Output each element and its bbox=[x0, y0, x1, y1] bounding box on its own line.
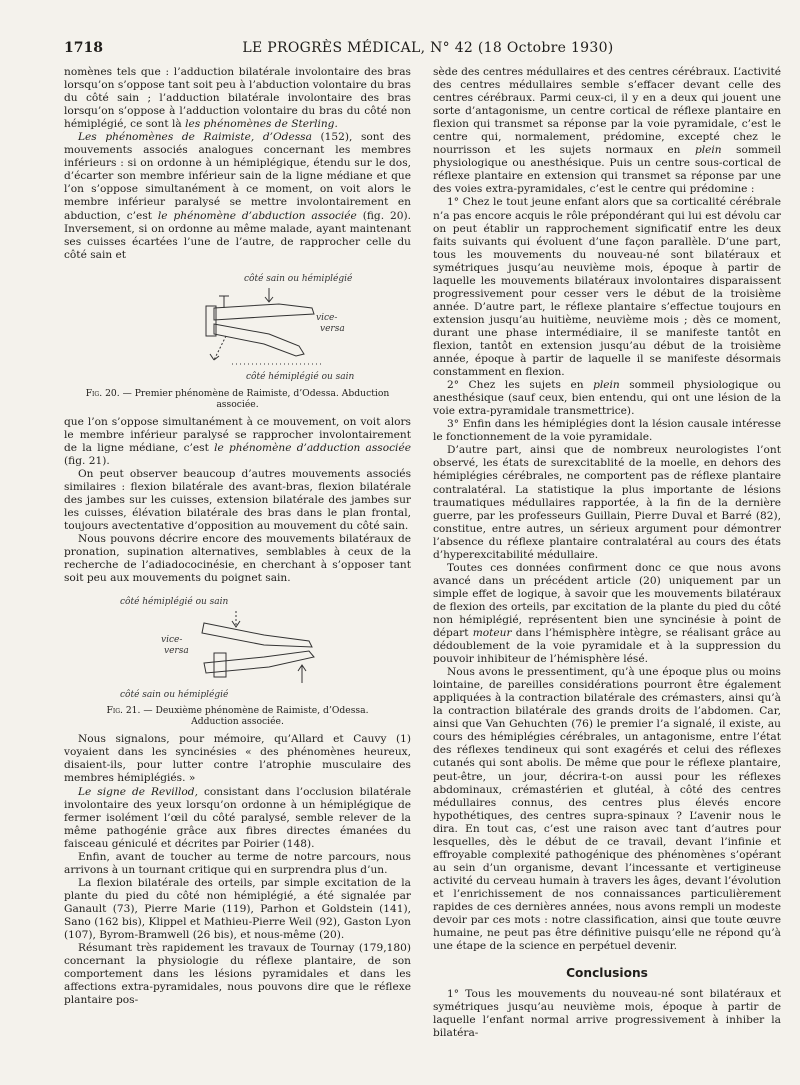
figure-20-bottom-label: côté hémiplégié ou sain bbox=[246, 371, 355, 382]
figure-20-top-label: côté sain ou hémiplégié bbox=[244, 273, 353, 284]
section-heading: Conclusions bbox=[566, 966, 648, 981]
paragraph: Les phénomènes de Raimiste, d’Odessa (152), sont des mouvements associés analogues concernant les membres inférieurs : si on ordonne à un hémiplégique, étendu sur le dos, d’écarter son membre inférieur sain de la ligne médiane et que l’on s’oppose simultanément à ce moment, on voit alors le membre inférieur paralysé se mettre involontairement en abduction, c’est le phénomène d’abduction associée (fig. 20). Inversement, si on ordonne au même malade, ayant maintenant ses cuisses écartées l’une de l’autre, de rapprocher celle du côté sain et bbox=[64, 131, 411, 261]
figure-20-side-label-1: vice- bbox=[316, 312, 338, 323]
figure-20-caption: Fig. 20. — Premier phénomène de Raimiste, d’Odessa. Abduction associée. bbox=[85, 387, 390, 410]
paragraph: On peut observer beaucoup d’autres mouvements associés similaires : flexion bilatérale des avant-bras, flexion bilatérale des jambes sur les cuisses, extension bilatérale des jambes sur les cuisses, élévation bilatérale des bras dans le plan frontal, toujours avectentative d’opposition au mouvement du côté sain. bbox=[64, 467, 411, 533]
figure-20-drawing bbox=[64, 268, 411, 386]
figure-21-top-label: côté hémiplégié ou sain bbox=[120, 597, 229, 608]
journal-title: LE PROGRÈS MÉDICAL, N° 42 (18 Octobre 1930) bbox=[242, 40, 614, 56]
paragraph: La flexion bilatérale des orteils, par simple excitation de la plante du pied du côté non hémiplégié, a été signalée par Ganault (73), Pierre Marie (119), Parhon et Goldstein (141), Sano (162 bis), Klippel et Mathieu-Pierre Weil (92), Gaston Lyon (107), Byrom-Bramwell (26 bis), et nous-même (20). bbox=[64, 876, 411, 942]
paragraph: que l’on s’oppose simultanément à ce mouvement, on voit alors le membre inférieur paralysé se rapprocher involontairement de la ligne médiane, c’est le phénomène d’adduction associée (fig. 21). bbox=[64, 415, 411, 467]
paragraph: Nous avons le pressentiment, qu’à une époque plus ou moins lointaine, de pareilles considérations pourront être également appliquées à la contraction bilatérale des crémasters, ainsi qu’à la contraction bilatérale des grands droits de l’abdomen. Car, ainsi que Van Gehuchten (76) le premier l’a signalé, il existe, au cours des hémiplégies cérébrales, un antagonisme, entre l’état des réflexes tendineux qui sont exagérés et celui des réflexes cutanés qui sont abolis. De même que pour le réflexe plantaire, peut-être, un jour, décrira-t-on aussi pour les réflexes abdominaux, crémastérien et glutéal, à côté des centres médullaires connus, des centres plus élevés encore hypothétiques, des centres supra-spinaux ? L’avenir nous le dira. En tout cas, c’est une raison avec tant d’autres pour lesquelles, dès le début de ce travail, devant l’infinie et effroyable complexité pathogénique des phénomènes s’opérant au sein d’un organisme, devant l’incessante et vertigineuse activité du cerveau humain à travers les âges, devant l’évolution et l’enrichissement de nos connaissances particulièrement rapides de ces dernières années, nous avons rempli un modeste devoir par ces mots : notre classification, ainsi que toute œuvre humaine, ne peut pas être définitive puisqu’elle ne répond qu’à une étape de la science en perpétuel devenir. bbox=[433, 666, 781, 953]
figure-21-side-label-2: versa bbox=[164, 646, 189, 657]
figure-21-drawing bbox=[64, 591, 411, 703]
figure-20-side-label-2: versa bbox=[320, 323, 345, 334]
legs-sketch bbox=[206, 288, 324, 364]
figure-21-side-label-1: vice- bbox=[161, 635, 183, 646]
paragraph: nomènes tels que : l’adduction bilatérale involontaire des bras lorsqu’on s’oppose tant soit peu à l’abduction volontaire du bras du côté sain ; l’adduction bilatérale involontaire des bras lorsqu’on s’oppose à l’adduction volontaire du bras du côté non hémiplégié, ce sont là les phénomènes de Sterling. bbox=[64, 66, 411, 131]
paragraph: 3° Enfin dans les hémiplégies dont la lésion causale intéresse le fonctionnement de la voie pyramidale. bbox=[433, 418, 781, 444]
paragraph: Nous pouvons décrire encore des mouvements bilatéraux de pronation, supination alternatives, semblables à ceux de la recherche de l’adiadococinésie, en cherchant à s’opposer tant soit peu aux mouvements du poignet sain. bbox=[64, 533, 411, 585]
paragraph: sède des centres médullaires et des centres cérébraux. L’activité des centres médullaires semble s’effacer devant celle des centres cérébraux. Parmi ceux-ci, il y en a deux qui jouent une sorte d’antagonisme, un centre cortical de réflexe plantaire en flexion qui transmet sa réponse par la voie pyramidale, c’est le centre qui, normalement, prédomine, excepté chez le nourrisson et les sujets normaux en plein sommeil physiologique ou anesthésique. Puis un centre sous-cortical de réflexe plantaire en extension qui transmet sa réponse par une des voies extra-pyramidales, c’est le centre qui prédomine : bbox=[433, 66, 781, 196]
figure-21-caption: Fig. 21. — Deuxième phénomène de Raimiste, d’Odessa. Adduction associée. bbox=[106, 705, 369, 728]
right-column bbox=[433, 66, 781, 1040]
paragraph: 2° Chez les sujets en plein sommeil physiologique ou anesthésique (sauf ceux, bien entendu, qui ont une lésion de la voie extra-pyramidale transmettrice). bbox=[433, 379, 781, 418]
page-number: 1718 bbox=[64, 40, 103, 56]
paragraph: Enfin, avant de toucher au terme de notre parcours, nous arrivons à un tournant critique qui en surprendra plus d’un. bbox=[64, 850, 411, 876]
left-column bbox=[64, 66, 411, 1007]
paragraph: Résumant très rapidement les travaux de Tournay (179,180) concernant la physiologie du réflexe plantaire, de son comportement dans les lésions pyramidales et dans les affections extra-pyramidales, nous pouvons dire que le réflexe plantaire pos- bbox=[64, 942, 411, 1007]
paragraph: 1° Chez le tout jeune enfant alors que sa corticalité cérébrale n’a pas encore acquis le rôle prépondérant qui lui est dévolu car on peut établir un rapprochement significatif entre les deux faits suivants qui évoluent d’une façon parallèle. D’une part, tous les mouvements du nouveau-né sont bilatéraux et symétriques jusqu’au neuvième mois, époque à partir de laquelle les mouvements bilatéraux involontaires disparaissent progressivement pour cesser vers le début de la troisième année. D’autre part, le réflexe plantaire s’effectue toujours en extension jusqu’au huitième, neuvième mois ; dès ce moment, durant une phase intermédiaire, il se manifeste tantôt en flexion, tantôt en extension jusqu’au début de la troisième année, époque à partir de laquelle il se manifeste désormais constamment en flexion. bbox=[433, 196, 781, 379]
paragraph: Nous signalons, pour mémoire, qu’Allard et Cauvy (1) voyaient dans les syncinésies « des phénomènes heureux, disaient-ils, pour lutter contre l’atrophie musculaire des membres hémiplégiés. » bbox=[64, 733, 411, 785]
paragraph: D’autre part, ainsi que de nombreux neurologistes l’ont observé, les états de surexcitablité de la moelle, en dehors des hémiplégies cérébrales, ne comportent pas de réflexe plantaire contralatéral. La statistique la plus importante de lésions traumatiques médullaires rapportée, à la fin de la dernière guerre, par les professeurs Guillain, Pierre Duval et Barré (82), constitue, entre autres, un sérieux argument pour démontrer l’absence du réflexe plantaire contralatéral au cours des états d’hyperexcitabilité médullaire. bbox=[433, 444, 781, 561]
paragraph: Le signe de Revillod, consistant dans l’occlusion bilatérale involontaire des yeux lorsqu’on ordonne à un hémiplégique de fermer isolément l’œil du côté paralysé, semble relever de la même pathogénie grâce aux fibres directes émanées du faisceau géniculé et décrites par Poirier (148). bbox=[64, 785, 412, 850]
figure-21-bottom-label: côté sain ou hémiplégié bbox=[120, 690, 229, 701]
legs-sketch bbox=[202, 611, 314, 683]
paragraph: Toutes ces données confirment donc ce que nous avons avancé dans un précédent article (20) uniquement par un simple effet de logique, à savoir que les mouvements bilatéraux de flexion des orteils, par excitation de la plante du pied du côté non hémiplégié, représentent bien une syncinésie à point de départ moteur dans l’hémisphère intègre, se réalisant grâce au dédoublement de la voie pyramidale et à la suppression du pouvoir inhibiteur de l’hémisphère lésé. bbox=[433, 561, 781, 666]
page-header bbox=[64, 40, 752, 56]
figure-20 bbox=[64, 268, 411, 410]
paragraph: 1° Tous les mouvements du nouveau-né sont bilatéraux et symétriques jusqu’au neuvième mois, époque à partir de laquelle l’enfant normal arrive progressivement à inhiber la bilatéra- bbox=[433, 988, 781, 1040]
figure-21 bbox=[64, 591, 411, 727]
